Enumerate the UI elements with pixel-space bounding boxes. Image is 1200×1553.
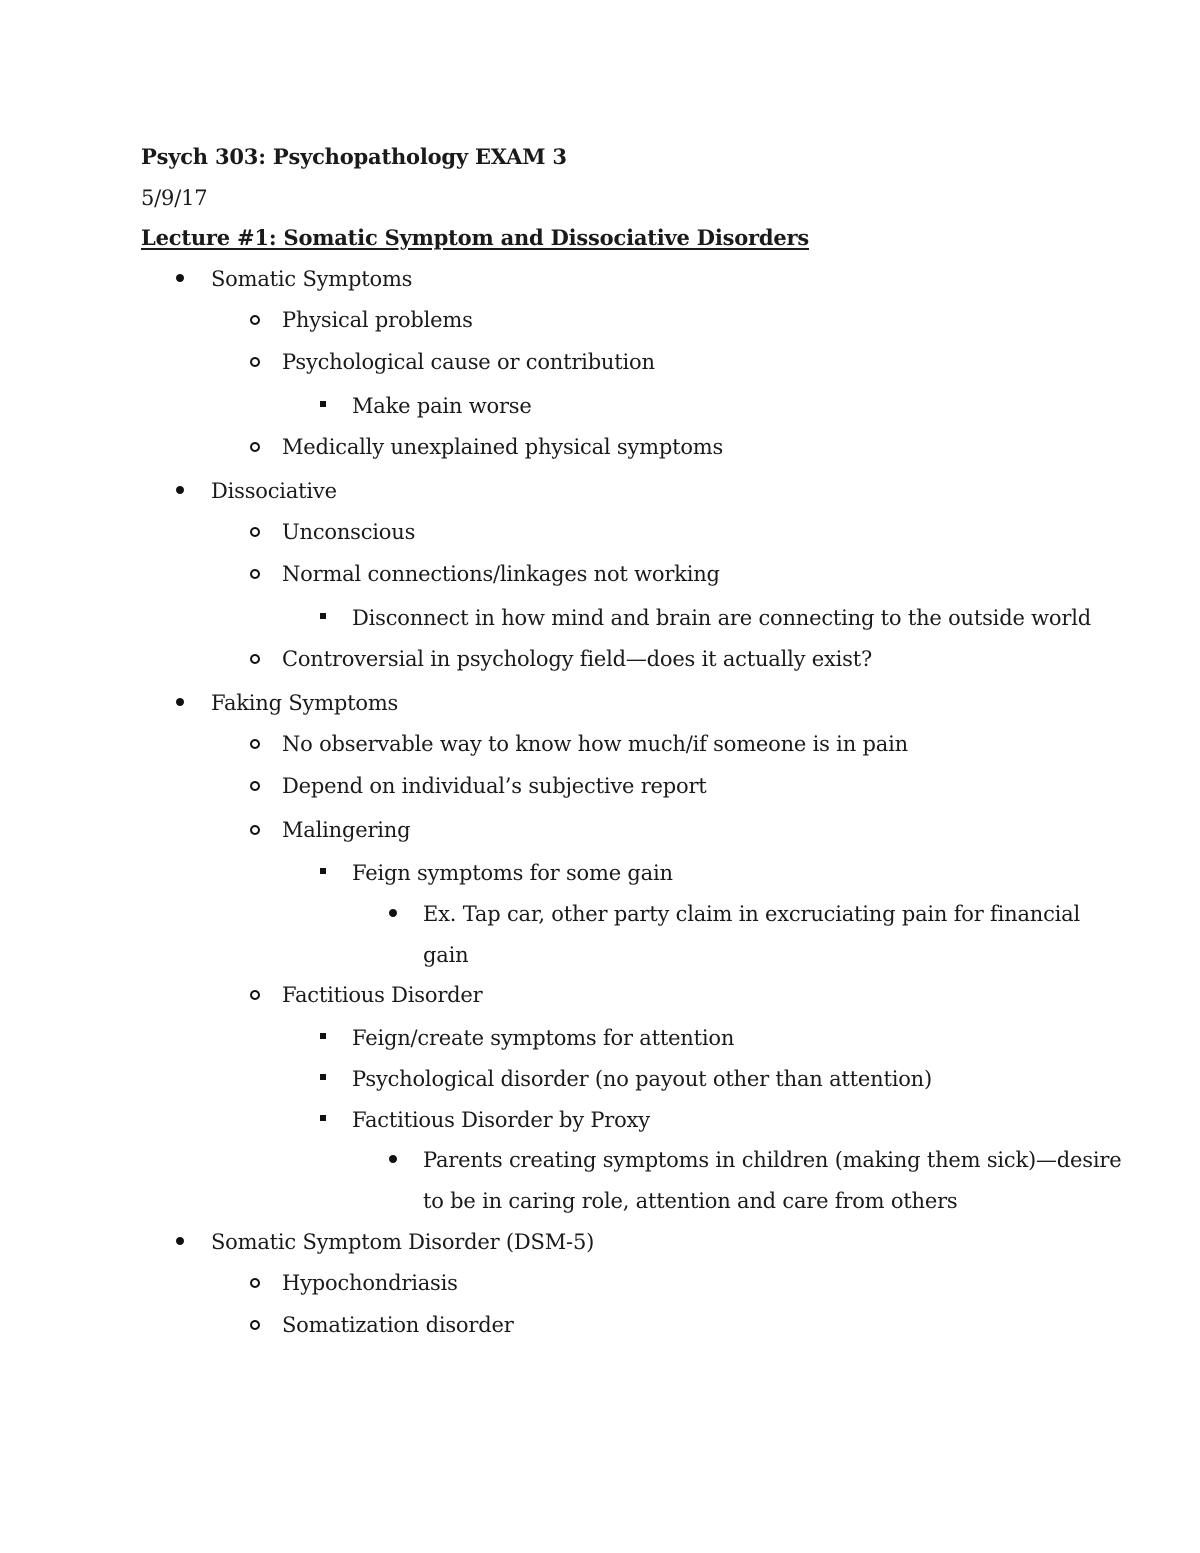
bullet-circle bbox=[250, 1278, 260, 1288]
outline-item-level3: Feign/create symptoms for attention bbox=[352, 1026, 735, 1050]
bullet-circle bbox=[250, 990, 260, 1000]
bullet-square bbox=[320, 613, 326, 619]
bullet-square bbox=[320, 401, 326, 407]
outline-item-level2: Somatization disorder bbox=[282, 1313, 514, 1337]
bullet-circle bbox=[250, 442, 260, 452]
document-date: 5/9/17 bbox=[141, 186, 208, 210]
bullet-circle bbox=[250, 1320, 260, 1330]
bullet-disc bbox=[176, 1237, 184, 1245]
bullet-disc bbox=[389, 1155, 397, 1163]
outline-item-level2: Unconscious bbox=[282, 520, 416, 544]
outline-item-level1: Dissociative bbox=[211, 479, 337, 503]
lecture-heading: Lecture #1: Somatic Symptom and Dissociative Disorders bbox=[141, 225, 810, 250]
outline-item-level4-continuation: to be in caring role, attention and care from others bbox=[423, 1189, 958, 1213]
outline-item-level3: Factitious Disorder by Proxy bbox=[352, 1108, 650, 1132]
bullet-disc bbox=[176, 486, 184, 494]
outline-item-level2: Controversial in psychology field—does it actually exist? bbox=[282, 647, 873, 671]
bullet-square bbox=[320, 1074, 326, 1080]
bullet-circle bbox=[250, 781, 260, 791]
outline-item-level4-continuation: gain bbox=[423, 943, 469, 967]
outline-item-level3: Psychological disorder (no payout other than attention) bbox=[352, 1067, 932, 1091]
outline-item-level3: Make pain worse bbox=[352, 394, 532, 418]
bullet-square bbox=[320, 868, 326, 874]
outline-item-level2: Hypochondriasis bbox=[282, 1271, 458, 1295]
outline-item-level1: Somatic Symptoms bbox=[211, 267, 413, 291]
bullet-circle bbox=[250, 825, 260, 835]
outline-item-level2: Malingering bbox=[282, 818, 411, 842]
bullet-disc bbox=[176, 274, 184, 282]
bullet-circle bbox=[250, 527, 260, 537]
bullet-circle bbox=[250, 357, 260, 367]
outline-item-level2: Physical problems bbox=[282, 308, 473, 332]
outline-item-level2: No observable way to know how much/if someone is in pain bbox=[282, 732, 908, 756]
bullet-disc bbox=[176, 698, 184, 706]
outline-item-level4: Parents creating symptoms in children (making them sick)—desire bbox=[423, 1148, 1122, 1172]
bullet-square bbox=[320, 1115, 326, 1121]
outline-item-level2: Factitious Disorder bbox=[282, 983, 483, 1007]
outline-item-level3: Feign symptoms for some gain bbox=[352, 861, 673, 885]
bullet-circle bbox=[250, 315, 260, 325]
bullet-square bbox=[320, 1033, 326, 1039]
outline-item-level1: Faking Symptoms bbox=[211, 691, 399, 715]
outline-item-level3: Disconnect in how mind and brain are connecting to the outside world bbox=[352, 606, 1091, 630]
outline-item-level2: Normal connections/linkages not working bbox=[282, 562, 720, 586]
outline-item-level2: Medically unexplained physical symptoms bbox=[282, 435, 724, 459]
outline-item-level4: Ex. Tap car, other party claim in excruciating pain for financial bbox=[423, 902, 1081, 926]
bullet-circle bbox=[250, 739, 260, 749]
outline-item-level2: Depend on individual’s subjective report bbox=[282, 774, 707, 798]
bullet-disc bbox=[389, 909, 397, 917]
outline-item-level2: Psychological cause or contribution bbox=[282, 350, 655, 374]
document-title: Psych 303: Psychopathology EXAM 3 bbox=[141, 144, 567, 169]
bullet-circle bbox=[250, 654, 260, 664]
outline-item-level1: Somatic Symptom Disorder (DSM-5) bbox=[211, 1230, 595, 1254]
bullet-circle bbox=[250, 569, 260, 579]
